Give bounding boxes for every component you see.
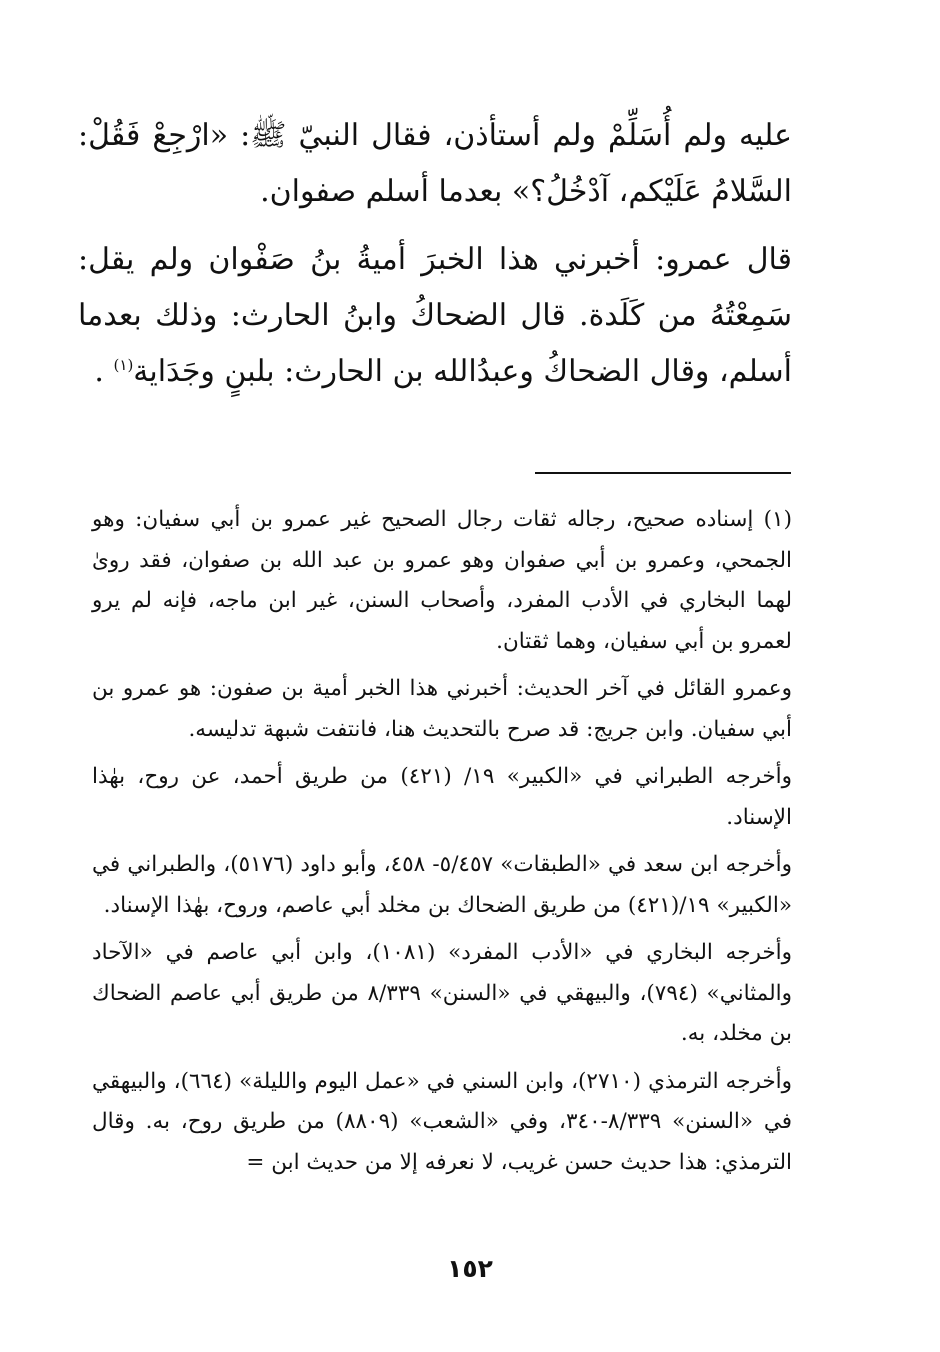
footnote-paragraph: وأخرجه الطبراني في «الكبير» ١٩/ (٤٢١) من طريق أحمد، عن روح، بهٰذا الإسناد. (92, 764, 793, 830)
footnote-paragraph: وأخرجه الترمذي (٢٧١٠)، وابن السني في «عمل اليوم والليلة» (٦٦٤)، والبيهقي في «السنن» ٨/٣٣٩-٣٤٠، وفي «الشعب» (٨٨٠٩) من طريق روح، به. وقال الترمذي: هذا حديث حسن غريب، لا نعرفه إلا من حديث ابن = (92, 1068, 793, 1175)
main-text (78, 108, 792, 400)
end-punctuation: . (94, 354, 104, 389)
main-paragraph (78, 232, 792, 400)
footnotes (92, 500, 792, 1183)
footnote-paragraph: (١) إسناده صحيح، رجاله ثقات رجال الصحيح غير عمرو بن أبي سفيان: وهو الجمحي، وعمرو بن أبي صفوان وهو عمرو بن عبد الله بن صفوان، فقد روىٰ لهما البخاري في الأدب المفرد، وأصحاب السنن، غير ابن ماجه، فإنه لم يرو لعمرو بن أبي سفيان، وهما ثقتان. (92, 507, 792, 654)
page-number: ١٥٢ (447, 1254, 493, 1283)
footnote-separator (535, 472, 791, 474)
footnote-paragraph: وأخرجه البخاري في «الأدب المفرد» (١٠٨١)، وابن أبي عاصم في «الآحاد والمثاني» (٧٩٤)، والبيهقي في «السنن» ٨/٣٣٩ من طريق أبي عاصم الضحاك بن مخلد، به. (92, 940, 792, 1046)
footnote-paragraph: وعمرو القائل في آخر الحديث: أخبرني هذا الخبر أمية بن صفون: هو عمرو بن أبي سفيان. وابن جريج: قد صرح بالتحديث هنا، فانتفت شبهة تدليسه. (92, 676, 792, 742)
main-paragraph-text: قال عمرو: أخبرني هذا الخبرَ أميةُ بنُ صَفْوان ولم يقل: سَمِعْتُهُ من كَلَدة. قال الضحاكُ وابنُ الحارث: وذلك بعدما أسلم، وقال الضحاكُ وعبدُالله بن الحارث: بلبنٍ وجَدَاية (78, 242, 792, 389)
main-paragraph-text: عليه ولم أُسَلِّمْ ولم أستأذن، فقال النبيّ ﷺ: «ارْجِعْ فَقُلْ: السَّلامُ عَلَيْكم، آدْخُلُ؟» بعدما أسلم صفوان. (78, 118, 792, 209)
footnote-reference[interactable]: (١) (113, 356, 134, 374)
main-paragraph (78, 108, 792, 220)
footnote-paragraph: وأخرجه ابن سعد في «الطبقات» ٥/٤٥٧- ٤٥٨، وأبو داود (٥١٧٦)، والطبراني في «الكبير» ١٩/(٤٢١) من طريق الضحاك بن مخلد أبي عاصم، وروح، بهٰذا الإسناد. (92, 852, 792, 918)
